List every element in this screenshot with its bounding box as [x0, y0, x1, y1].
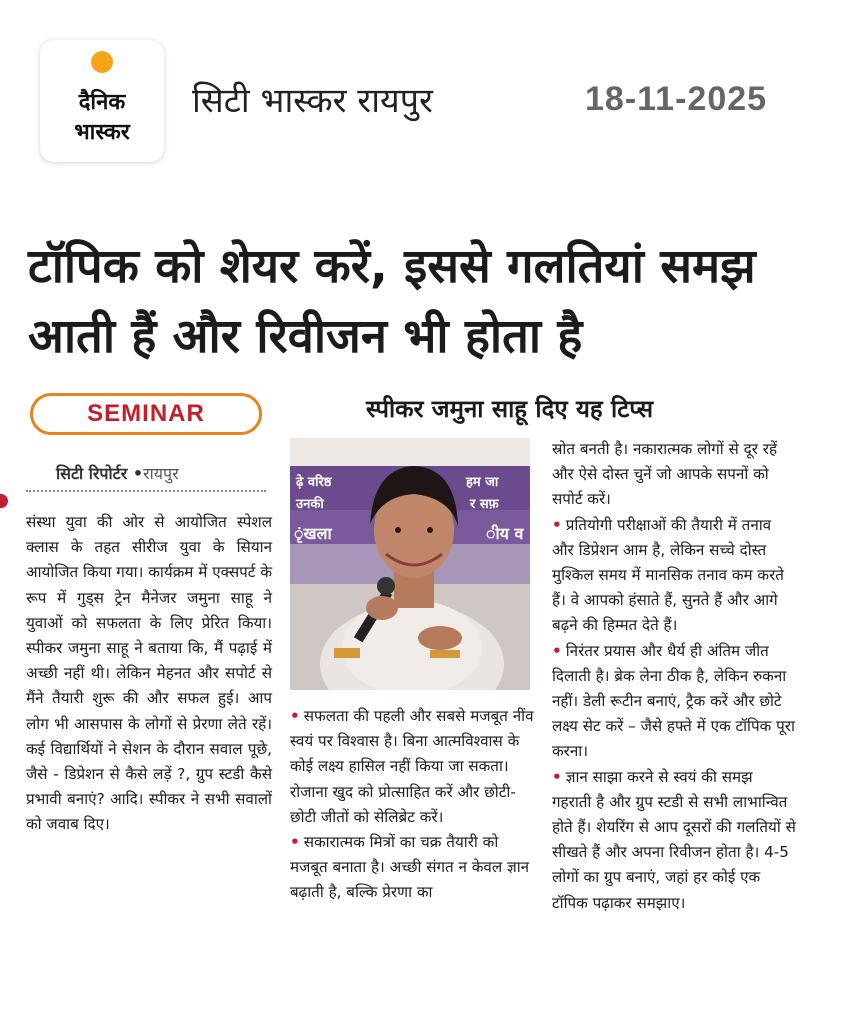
section-tag-seminar: SEMINAR: [30, 393, 262, 435]
tip-item: [552, 639, 796, 765]
column-1-text: संस्था युवा की ओर से आयोजित स्पेशल क्लास के तहत सीरीज युवा के सियान आयोजित किया गया। कार्यक्रम में एक्सपर्ट के रूप में गुड्स ट्रेन मैनेजर जमुना साहू ने युवाओं को सफलता के लिए प्रेरित किया। स्पीकर जमुना साहू ने बताया कि, मैं पढ़ाई में अच्छी नहीं थी। लेकिन मेहनत और सपोर्ट से मैंने तैयारी शुरू की और सफल हुई। आप लोग भी आसपास के लोगों से प्रेरणा लेते रहें। कई विद्यार्थियों ने सेशन के दौरान सवाल पूछे, जैसे - डिप्रेशन से कैसे लड़ें ?, ग्रुप स्टडी कैसे प्रभावी बनाएं? आदि। स्पीकर ने सभी सवालों को जवाब दिए।: [26, 513, 272, 834]
tip-continued-text: स्रोत बनती है। नकारात्मक लोगों से दूर रहें और ऐसे दोस्त चुनें जो आपके सपनों को सपोर्ट करें।: [552, 440, 778, 509]
banner-text-5: ृंखला: [294, 524, 332, 543]
article-column-1: [26, 510, 272, 838]
tip-item: [290, 830, 534, 906]
publication-date: 18-11-2025: [585, 80, 768, 118]
byline-reporter: सिटी रिपोर्टर: [56, 464, 128, 483]
tip-text: सकारात्मक मित्रों का चक्र तैयारी को मजबूत बनाता है। अच्छी संगत न केवल ज्ञान बढ़ाती है, बल्कि प्रेरणा का: [290, 833, 530, 902]
speaker-photo: [290, 438, 530, 690]
tip-text: सफलता की पहली और सबसे मजबूत नींव स्वयं पर विश्वास है। बिना आत्मविश्वास के कोई लक्ष्य हासिल नहीं किया जा सकता। रोजाना खुद को प्रोत्साहित करें और छोटी-छोटी जीतों को सेलिब्रेट करें।: [290, 707, 534, 826]
sub-headline: स्पीकर जमुना साहू दिए यह टिप्स: [366, 395, 654, 423]
tip-item: [552, 765, 796, 916]
article-headline: टॉपिक को शेयर करें, इससे गलतियां समझ आती हैं और रिवीजन भी होता है: [28, 239, 756, 364]
bullet-icon: •: [290, 833, 300, 852]
edition-title: सिटी भास्कर रायपुर: [192, 81, 433, 121]
tip-text: ज्ञान साझा करने से स्वयं की समझ गहराती है और ग्रुप स्टडी से सभी लाभान्वित होते हैं। शेयरिंग से आप दूसरों की गलतियों से सीखते हैं और अपना रिवीजन होता है। 4-5 लोगों का ग्रुप बनाएं, जहां हर कोई एक टॉपिक पढ़ाकर समझाए।: [552, 767, 796, 912]
bullet-icon: •: [290, 707, 300, 725]
tip-text: निरंतर प्रयास और धैर्य ही अंतिम जीत दिलाती है। ब्रेक लेना ठीक है, लेकिन रुकना नहीं। डेली रूटीन बनाएं, ट्रैक करें और छोटे लक्ष्य सेट करें – जैसे हफ्ते में एक टॉपिक पूरा करना।: [552, 641, 795, 761]
byline-separator: •: [132, 464, 144, 483]
bullet-icon: •: [552, 767, 562, 786]
byline-divider: [26, 490, 266, 492]
dainik-bhaskar-logo: [40, 40, 164, 162]
bullet-icon: •: [552, 515, 562, 534]
tip-text: प्रतियोगी परीक्षाओं की तैयारी में तनाव और डिप्रेशन आम है, लेकिन सच्चे दोस्त मुश्किल समय में मानसिक तनाव कम करते हैं। वे आपको हंसाते हैं, सुनते हैं और आगे बढ़ने की हिम्मत देते हैं।: [552, 515, 784, 635]
banner-text-3: उनकी: [296, 497, 324, 512]
banner-text-6: ीय व: [486, 524, 524, 543]
banner-text-4: र सफ़: [470, 497, 499, 512]
edge-marker: [0, 494, 8, 508]
banner-text-1: ढ़े वरिष्ठ: [296, 475, 332, 490]
tip-item: [552, 513, 796, 639]
banner-text-2: हम जा: [466, 475, 499, 490]
tip-item: [290, 704, 534, 830]
sun-icon: [88, 48, 116, 76]
byline-location: रायपुर: [143, 464, 179, 483]
logo-text-line2: भास्कर: [74, 120, 130, 145]
logo-text-line1: दैनिक: [78, 90, 126, 115]
article-column-2: [290, 704, 534, 906]
bullet-icon: •: [552, 641, 562, 660]
byline: [56, 462, 179, 484]
article-column-3: [552, 437, 796, 916]
